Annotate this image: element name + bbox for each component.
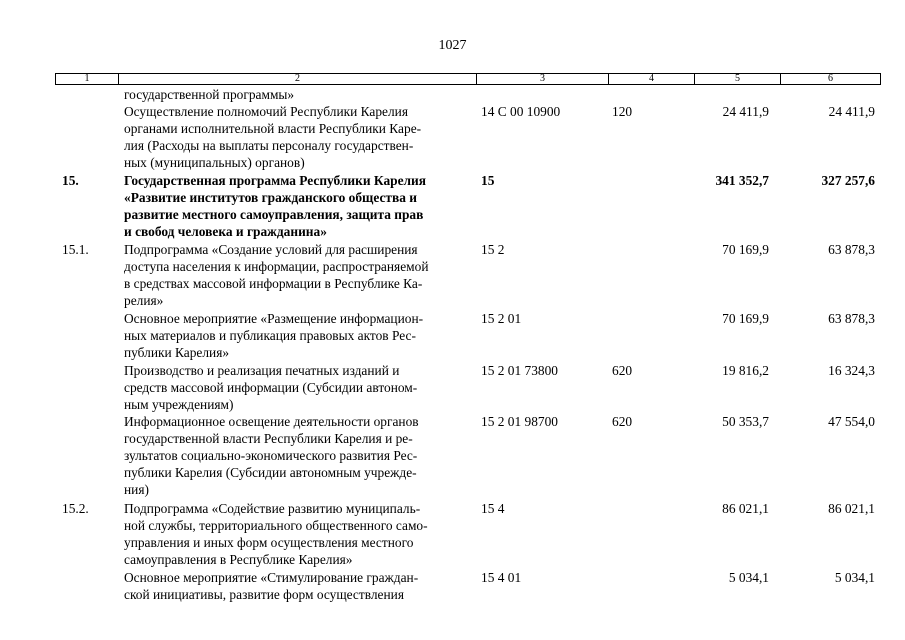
row-name: Осуществление полномочий Республики Карелия органами исполнительной власти Республики Каре- лия (Расходы на выплаты персоналу государствен- ных (муниципальных) органов) (124, 104, 422, 171)
row-name: государственной программы» (124, 87, 295, 102)
row-code: 15 2 01 73800 (481, 363, 558, 378)
row-value-col5: 86 021,1 (722, 501, 769, 516)
row-name: Производство и реализация печатных изданий и средств массовой информации (Субсидии автоном- ным учреждениям) (124, 363, 418, 413)
row-code: 14 С 00 10900 (481, 104, 561, 119)
row-value-col5: 70 169,9 (722, 311, 769, 326)
row-code: 15 2 01 (481, 311, 522, 326)
row-value-col5: 70 169,9 (722, 242, 769, 257)
row-expense-type: 620 (612, 363, 633, 378)
row-value-col6: 63 878,3 (828, 242, 875, 257)
row-code: 15 4 (481, 501, 505, 516)
table-header (55, 73, 881, 85)
row-name: Подпрограмма «Создание условий для расширения доступа населения к информации, распространяемой в средствах массовой информации в Республике Ка- релия» (124, 242, 429, 309)
row-value-col5: 19 816,2 (722, 363, 769, 378)
row-expense-type: 120 (612, 104, 633, 119)
row-name: Основное мероприятие «Стимулирование граждан- ской инициативы, развитие форм осуществления (124, 570, 419, 603)
row-value-col6: 5 034,1 (834, 570, 875, 585)
row-name: Государственная программа Республики Карелия «Развитие институтов гражданского общества и развитие местного самоуправления, защита прав и свобод человека и гражданина» (124, 173, 427, 240)
row-number: 15.1. (62, 242, 89, 257)
header-col-4: 4 (608, 74, 694, 84)
row-name: Информационное освещение деятельности органов государственной власти Республики Карелия и ре- зультатов социально-экономического развития Рес- публики Карелия (Субсидии автономным учрежде- ния) (124, 414, 419, 498)
row-value-col6: 63 878,3 (828, 311, 875, 326)
row-value-col5: 5 034,1 (728, 570, 769, 585)
row-value-col5: 341 352,7 (715, 173, 769, 188)
page-number: 1027 (438, 38, 467, 53)
header-col-5: 5 (694, 74, 780, 84)
row-code: 15 2 01 98700 (481, 414, 558, 429)
header-col-3: 3 (476, 74, 608, 84)
row-code: 15 2 (481, 242, 505, 257)
row-value-col5: 24 411,9 (722, 104, 769, 119)
row-value-col6: 16 324,3 (828, 363, 875, 378)
row-value-col6: 24 411,9 (828, 104, 875, 119)
row-name: Подпрограмма «Содействие развитию муниципаль- ной службы, территориального общественного само- управления и иных форм осуществления местного самоуправления в Республике Карелия» (124, 501, 428, 568)
row-number: 15.2. (62, 501, 89, 516)
header-col-2: 2 (118, 74, 476, 84)
header-col-1: 1 (84, 73, 90, 84)
header-col-6: 6 (780, 74, 880, 84)
row-value-col6: 327 257,6 (821, 173, 875, 188)
row-value-col6: 47 554,0 (828, 414, 875, 429)
row-code: 15 4 01 (481, 570, 522, 585)
row-number: 15. (62, 173, 79, 188)
row-value-col5: 50 353,7 (722, 414, 769, 429)
row-expense-type: 620 (612, 414, 633, 429)
row-code: 15 (481, 173, 495, 188)
row-name: Основное мероприятие «Размещение информацион- ных материалов и публикация правовых актов Рес- публики Карелия» (124, 311, 424, 361)
row-value-col6: 86 021,1 (828, 501, 875, 516)
